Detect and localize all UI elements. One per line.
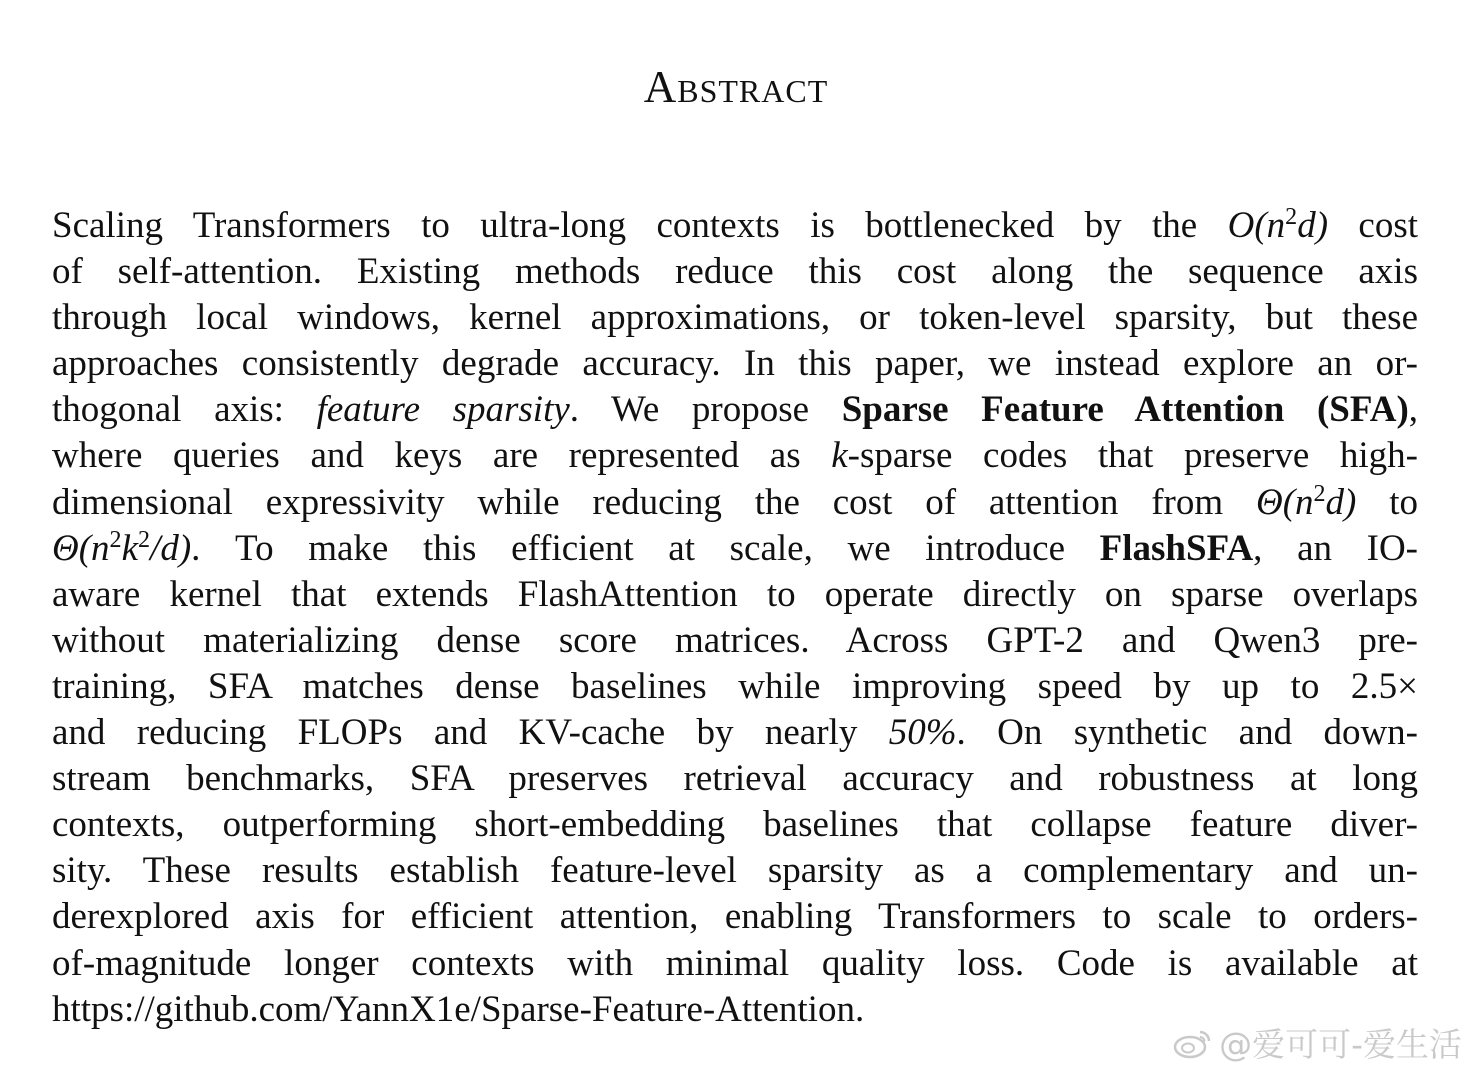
abstract-line: where queries and keys are represented as k-sparse codes that preserve high-: [52, 435, 1418, 477]
abstract-line: contexts, outperforming short-embedding baselines that collapse feature diver-: [52, 804, 1418, 846]
abstract-line: without materializing dense score matrices. Across GPT-2 and Qwen3 pre-: [52, 619, 1418, 661]
abstract-line: sity. These results establish feature-level sparsity as a complementary and un-: [52, 850, 1418, 892]
abstract-line: of self-attention. Existing methods reduce this cost along the sequence axis: [52, 251, 1418, 293]
abstract-heading: Abstract: [643, 62, 829, 112]
abstract-line: aware kernel that extends FlashAttention to operate directly on sparse overlaps: [52, 573, 1418, 615]
watermark-text: @爱可可-爱生活: [1219, 1025, 1462, 1064]
abstract-line: thogonal axis: feature sparsity. We propose Sparse Feature Attention (SFA),: [52, 389, 1419, 431]
abstract-line: approaches consistently degrade accuracy. In this paper, we instead explore an or-: [52, 343, 1418, 385]
abstract-line: stream benchmarks, SFA preserves retrieval accuracy and robustness at long: [52, 758, 1418, 800]
abstract-line: of-magnitude longer contexts with minimal quality loss. Code is available at: [52, 942, 1418, 984]
abstract-line: and reducing FLOPs and KV-cache by nearly 50%. On synthetic and down-: [52, 712, 1418, 754]
abstract-line: $\Theta(n^2k^2/d)$. To make this efficient at scale, we introduce FlashSFA, an IO-: [52, 526, 1418, 569]
abstract-body: [52, 203, 1418, 1033]
abstract-line: Scaling Transformers to ultra-long contexts is bottlenecked by the $O(n^2d)$ cost: [52, 203, 1418, 246]
code-url-link[interactable]: https://github.com/YannX1e/Sparse-Feature-Attention.: [52, 988, 865, 1030]
abstract-line: dimensional expressivity while reducing the cost of attention from $\Theta(n^2d)$ to: [52, 480, 1419, 523]
abstract-line: through local windows, kernel approximations, or token-level sparsity, but these: [52, 297, 1418, 339]
watermark: [1173, 1019, 1462, 1066]
weibo-logo-icon: [1173, 1026, 1213, 1060]
abstract-line: derexplored axis for efficient attention, enabling Transformers to scale to orders-: [52, 896, 1418, 938]
abstract-line: training, SFA matches dense baselines while improving speed by up to 2.5×: [52, 665, 1418, 707]
